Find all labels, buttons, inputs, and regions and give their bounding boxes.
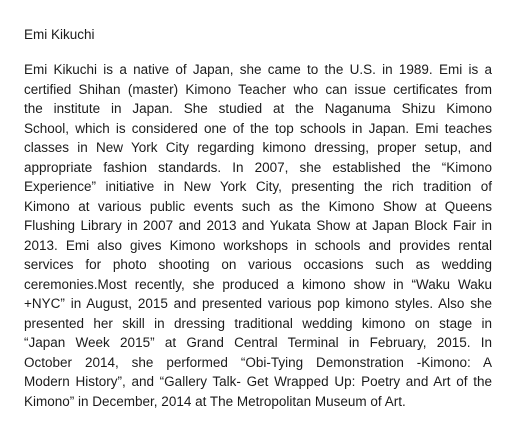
document-title: Emi Kikuchi [24,27,95,42]
bio-line: Emi Kikuchi is a native of Japan, she came to the U.S. in 1989. Emi is a [24,62,492,77]
bio-line: Flushing Library in 2007 and 2013 and Yukata Show at Japan Block Fair in [24,218,492,233]
bio-line: ceremonies.Most recently, she produced a kimono show in “Waku Waku [24,276,492,292]
bio-line: School, which is considered one of the top schools in Japan. Emi teaches [24,120,492,136]
bio-line: services for photo shooting on various occasions such as wedding [24,257,492,272]
bio-line: +NYC” in August, 2015 and presented various pop kimono styles. Also she [24,296,492,311]
bio-paragraph [24,60,492,411]
bio-line: certified Shihan (master) Kimono Teacher who can issue certificates from [24,81,492,97]
document [24,26,492,411]
bio-line: the institute in Japan. She studied at the Naganuma Shizu Kimono [24,101,492,116]
bio-line: classes in New York City regarding kimono dressing, proper setup, and [24,140,492,155]
bio-line: “Japan Week 2015” at Grand Central Terminal in February, 2015. In [24,335,492,350]
bio-line: Kimono” in December, 2014 at The Metropolitan Museum of Art. [24,393,406,409]
bio-line: Modern History”, and “Gallery Talk- Get Wrapped Up: Poetry and Art of the [24,374,492,389]
bio-line: 2013. Emi also gives Kimono workshops in schools and provides rental [24,237,492,253]
bio-line: presented her skill in dressing traditional wedding kimono on stage in [24,315,492,331]
bio-line: appropriate fashion standards. In 2007, she established the “Kimono [24,159,492,175]
bio-line: October 2014, she performed “Obi-Tying Demonstration -Kimono: A [24,354,492,370]
bio-line: Kimono at various public events such as the Kimono Show at Queens [24,198,492,214]
bio-line: Experience” initiative in New York City, presenting the rich tradition of [24,179,492,194]
